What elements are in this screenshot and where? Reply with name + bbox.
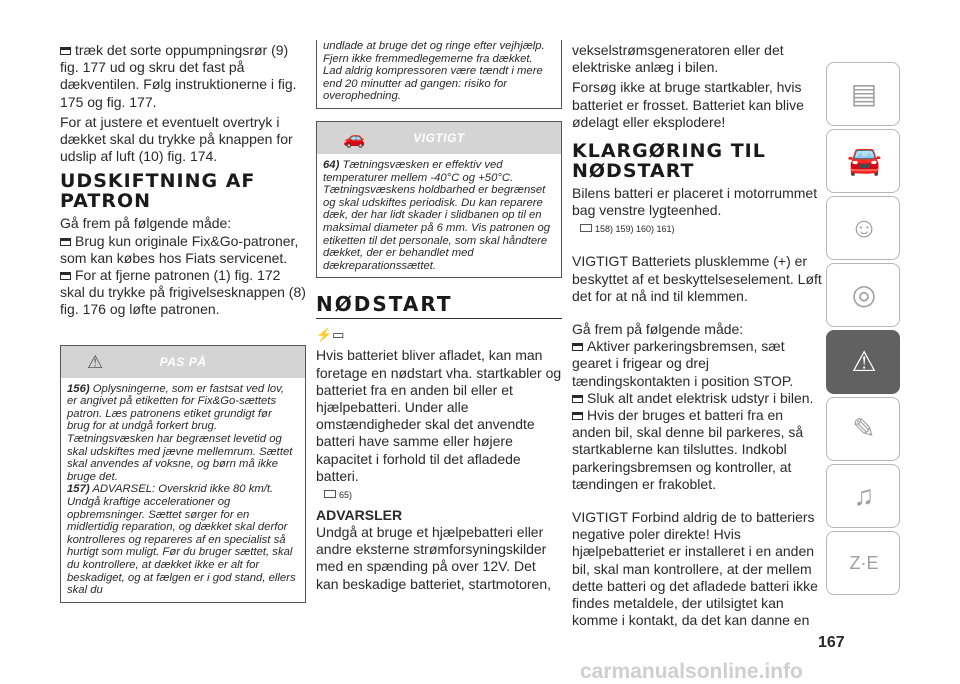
paragraph: For at justere et eventuelt overtryk i dækket skal du trykke på knappen for udslip af luft (10) fig. 174. [60,113,293,165]
note: 64) Tætningsvæsken er effektiv ved temperaturer mellem -40°C og +50°C. Tætningsvæskens holdbarhed er begrænset og skal udskiftes periodisk. Du kan reparere dæk, der har lidt skader i slidbanen op til en maksimal diameter på 6 mm. Vis patronen og etiketten til det personale, som skal håndtere dækket, der er behandlet med dækreparationssættet. [323,158,551,272]
bullet-item: Hvis der bruges et batteri fra en anden bil, skal denne bil parkeres, så startkablerne kan tilsluttes. Indkobl parkeringsbremsen og kontroller, at tændingen er frakoblet. [572,407,804,492]
bullet-item: For at fjerne patronen (1) fig. 172 skal du trykke på frigivelsesknappen (8) fig. 176 og løfte patronen. [60,267,306,318]
bullet-icon [60,238,71,246]
paragraph: vekselstrømsgeneratoren eller det elektriske anlæg i bilen. [572,42,784,76]
tab-maintenance[interactable] [826,397,900,461]
airbag-icon: ☺ [849,212,879,243]
paragraph: Forsøg ikke at bruge startkabler, hvis batteriet er frosset. Batteriet kan blive ødelagt eller eksplodere! [572,79,804,130]
bullet-item: Brug kun originale Fix&Go-patroner, som kan købes hos Fiats servicenet. [60,232,299,266]
bullet-item: Sluk alt andet elektrisk udstyr i bilen. [572,390,824,407]
column-3 [572,42,824,629]
wrench-icon: ✎ [852,413,876,444]
car-icon: 🚘 [847,145,882,176]
subheading: ADVARSLER [316,506,403,523]
emergency-icon: ⚠ [851,346,877,377]
paragraph: Undgå at bruge et hjælpebatteri eller andre eksterne strømforsyningskilder med en spænding på over 12V. Det kan beskadige batteriet, startmotoren, [316,523,552,592]
important-header [317,122,561,154]
car-warning-icon: 🚗 [343,127,366,148]
bullet-icon [572,343,583,351]
tab-index[interactable] [826,531,900,595]
paragraph: træk det sorte oppumpningsrør (9) fig. 177 ud og skru det fast på dækventilen. Følg instruktionerne i fig. 175 og fig. 177. [60,42,297,110]
paragraph: Hvis batteriet bliver afladet, kan man foretage en nødstart vha. startkabler og batteriet fra en anden bil eller et hjælpebatteri. Under alle omstændigheder skal det anvendte batteri have samme eller højere kapacitet i forhold til det afladede batteri. [316,347,562,484]
important-title: VIGTIGT [413,130,465,145]
reference-icon [580,224,592,232]
tab-car[interactable] [826,129,900,193]
tab-safety[interactable] [826,196,900,260]
chapter-tabs [826,62,902,598]
divider [316,318,562,319]
section-title: NØDSTART [316,292,453,317]
important-body [317,154,561,277]
index-icon: Z·E [849,553,879,573]
column-2 [316,40,562,593]
note: 156) Oplysningerne, som er fastsat ved lov, er angivet på etiketten for Fix&Go-sættets patron. Læs patronens etiket grundigt før brug for at undgå forkert brug. Tætningsvæsken har begrænset levetid og skal udskiftes med jævne mellemrum. Sættet skal anvendes af voksne, og børn må ikke bruge det. [67,382,293,483]
reference-icon [324,490,336,498]
paragraph: Bilens batteri er placeret i motorrummet bag venstre lygteenhed. [572,185,818,219]
important-box [316,121,562,278]
tab-driving[interactable] [826,263,900,327]
reference: 158) 159) 160) 161) [580,224,675,234]
paragraph: VIGTIGT Forbind aldrig de to batteriers negative poler direkte! Hvis hjælpebatteriet er installeret i en anden bil, skal man kontrollere, at der mellem dette batteri og det afladede batteri ikke findes metaldele, der utilsigtet kan komme i kontakt, da det kan danne en [572,509,818,629]
bullet-item: Aktiver parkeringsbremsen, sæt gearet i frigear og drej tændingskontakten i position STOP. [572,338,794,389]
bullet-icon [572,412,583,420]
reference: 65) [324,490,352,500]
paragraph: Gå frem på følgende måde: [60,215,232,232]
page-number: 167 [818,634,845,651]
section-heading: UDSKIFTNING AF PATRON [60,170,256,213]
media-icon: ♫ [853,480,875,511]
battery-jump-icon: ⚡▭ [316,327,345,343]
bullet-icon [60,272,71,280]
warning-icon: ⚠ [87,351,104,372]
section-heading: KLARGØRING TIL NØDSTART [572,140,766,183]
tab-multimedia[interactable] [826,464,900,528]
bullet-icon [572,395,583,403]
bullet-icon [60,47,71,55]
note: 157) ADVARSEL: Overskrid ikke 80 km/t. Undgå kraftige accelerationer og opbremsninger. Sættet sørger for en midlertidig reparation, og dækket skal derfor kontrolleres og repareres af en specialist så hurtigt som muligt. Før du bruger sættet, skal du kontrollere, at dækket ikke er alt for beskadiget, og at fælgen er i god stand, ellers skal du [67,483,296,597]
paragraph: Gå frem på følgende måde: [572,321,744,338]
dashboard-icon: ▤ [850,78,878,109]
note: undlade at bruge det og ringe efter vejhjælp. Fjern ikke fremmedlegemerne fra dækket. Lad aldrig kompressoren være tændt i mere end 20 minutter ad gangen: risiko for overophedning. [323,40,545,103]
steering-wheel-icon: ◎ [851,279,877,310]
caution-title: PAS PÅ [159,354,207,369]
column-1 [60,42,306,603]
caution-box [60,345,306,603]
caution-body [61,378,305,602]
caution-header [61,346,305,378]
caution-box-continued [316,40,562,109]
paragraph: VIGTIGT Batteriets plusklemme (+) er beskyttet af et beskyttelseselement. Løft det for at nå ind til klemmen. [572,253,822,304]
tab-emergency[interactable] [826,330,900,394]
tab-dashboard[interactable] [826,62,900,126]
watermark: carmanualsonline.info [580,660,803,683]
